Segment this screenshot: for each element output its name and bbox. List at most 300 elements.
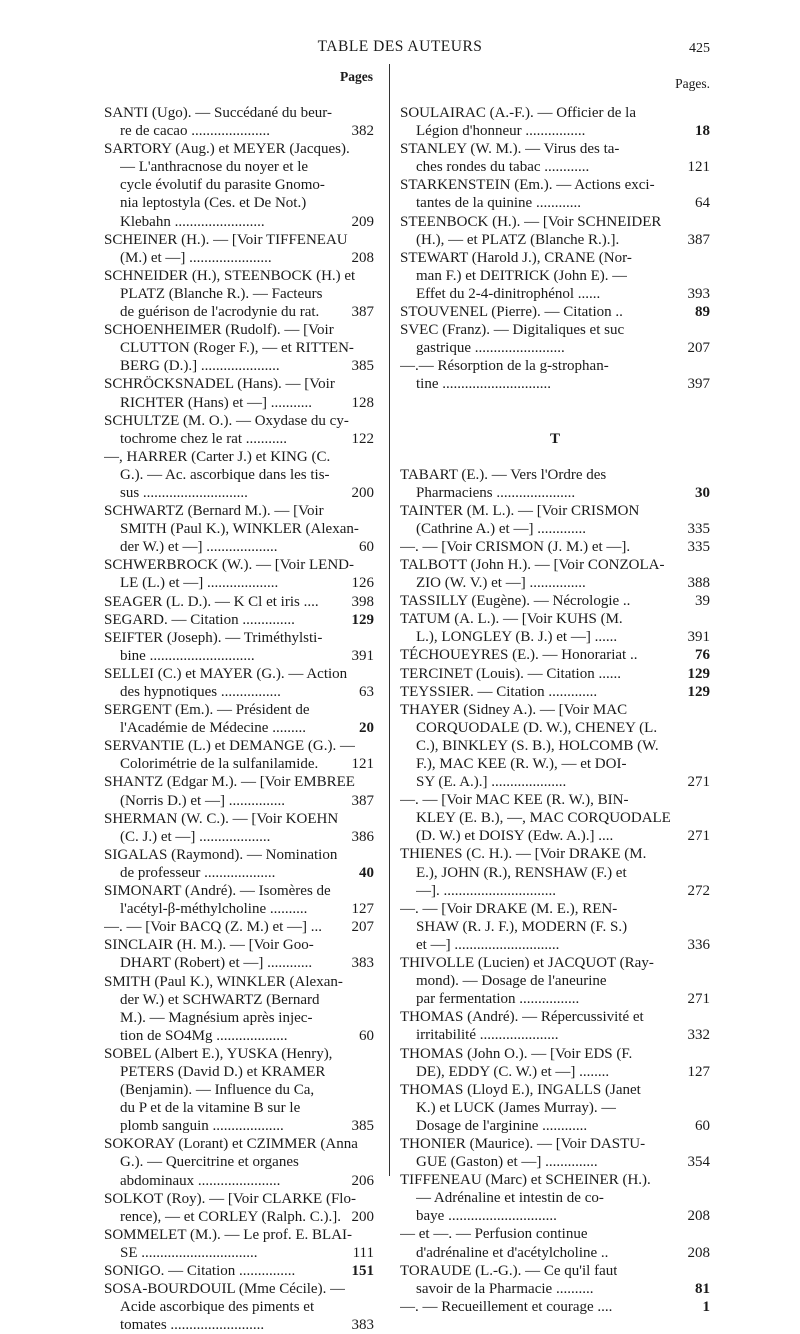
- index-entry: [104, 1190, 374, 1226]
- entry-line: [104, 267, 374, 285]
- entry-line: [400, 194, 710, 212]
- entry-line: [104, 158, 374, 176]
- index-entry: [400, 1262, 710, 1298]
- entry-line: [104, 1063, 374, 1081]
- entry-line: [104, 611, 374, 629]
- entry-text: CLUTTON (Roger F.), — et RITTEN-: [120, 340, 354, 357]
- entry-text: SEIFTER (Joseph). — Triméthylsti-: [104, 629, 323, 646]
- entry-text: plomb sanguin ...................: [120, 1118, 284, 1135]
- entry-text: (Benjamin). — Influence du Ca,: [120, 1082, 315, 1099]
- entry-text: —, HARRER (Carter J.) et KING (C.: [104, 448, 331, 465]
- entry-text: KLEY (E. B.), —, MAC CORQUODALE: [416, 810, 671, 827]
- entry-line: [104, 1190, 374, 1208]
- entry-page-number: 332: [687, 1027, 710, 1044]
- entry-page-number: 382: [351, 123, 374, 140]
- section-gap: [400, 394, 710, 412]
- entry-text: SCHRÖCKSNADEL (Hans). — [Voir: [104, 376, 335, 393]
- entry-text: LE (L.) et —] ...................: [120, 575, 279, 592]
- entry-text: SINCLAIR (H. M.). — [Voir Goo-: [104, 937, 314, 954]
- entry-line: [104, 1099, 374, 1117]
- entry-text: STARKENSTEIN (Em.). — Actions exci-: [400, 177, 655, 194]
- index-entry: [104, 321, 374, 375]
- entry-line: [400, 538, 710, 556]
- entry-line: [104, 412, 374, 430]
- entry-page-number: 60: [695, 1117, 710, 1134]
- entry-text: tion de SO4Mg ...................: [120, 1027, 288, 1044]
- index-entry: [400, 502, 710, 538]
- entry-line: [104, 339, 374, 357]
- entry-text: TERCINET (Louis). — Citation ......: [400, 665, 621, 682]
- entry-line: [400, 737, 710, 755]
- entry-text: —. — [Voir CRISMON (J. M.) et —].: [400, 538, 631, 555]
- entry-text: SELLEI (C.) et MAYER (G.). — Action: [104, 665, 348, 682]
- entry-text: F.), MAC KEE (R. W.), — et DOI-: [416, 756, 627, 772]
- entry-text: tochrome chez le rat ...........: [120, 430, 288, 447]
- entry-page-number: 387: [351, 792, 374, 809]
- entry-text: SMITH (Paul K.), WINKLER (Alexan-: [120, 521, 359, 538]
- entry-line: [400, 1298, 710, 1316]
- entry-line: [104, 484, 374, 502]
- entry-text: SEAGER (L. D.). — K Cl et iris ....: [104, 593, 319, 610]
- entry-line: [400, 610, 710, 628]
- entry-line: [104, 538, 374, 556]
- index-entry: [400, 1081, 710, 1135]
- entry-line: [104, 737, 374, 755]
- entry-text: des hypnotiques ................: [120, 684, 281, 700]
- index-entry: [400, 845, 710, 899]
- entry-page-number: 129: [351, 611, 374, 628]
- index-entry: [104, 140, 374, 230]
- entry-line: [104, 122, 374, 140]
- entry-text: CORQUODALE (D. W.), CHENEY (L.: [416, 719, 658, 736]
- entry-text: K.) et LUCK (James Murray). —: [416, 1099, 617, 1116]
- entry-text: Pharmaciens .....................: [416, 484, 576, 501]
- entry-line: [400, 864, 710, 882]
- entry-text: THIVOLLE (Lucien) et JACQUOT (Ray-: [400, 955, 654, 972]
- entry-page-number: 200: [351, 484, 374, 501]
- entry-page-number: 40: [359, 864, 374, 881]
- entry-line: [400, 1207, 710, 1225]
- entry-page-number: 20: [359, 720, 374, 737]
- index-entry: [400, 900, 710, 954]
- entry-text: THAYER (Sidney A.). — [Voir MAC: [400, 701, 628, 718]
- index-entry: [104, 918, 374, 936]
- entry-line: [104, 954, 374, 972]
- entry-text: RICHTER (Hans) et —] ...........: [120, 394, 313, 411]
- entry-line: [400, 520, 710, 538]
- entry-line: [104, 194, 374, 212]
- entry-text: (Norris D.) et —] ...............: [120, 792, 285, 809]
- entry-line: [400, 321, 710, 339]
- entry-text: l'Académie de Médecine .........: [120, 720, 306, 737]
- entry-text: SOBEL (Albert E.), YUSKA (Henry),: [104, 1045, 333, 1062]
- index-entry: [400, 1045, 710, 1081]
- index-entry: [400, 1225, 710, 1261]
- entry-text: Dosage de l'arginine ............: [416, 1117, 588, 1134]
- entry-line: [400, 827, 710, 845]
- entry-line: [104, 375, 374, 393]
- entry-text: SVEC (Franz). — Digitaliques et suc: [400, 322, 625, 339]
- entry-line: [400, 1026, 710, 1044]
- entry-text: bine ............................: [120, 647, 255, 664]
- entry-text: DE), EDDY (C. W.) et —] ........: [416, 1063, 610, 1080]
- entry-line: [104, 104, 374, 122]
- entry-line: [400, 1153, 710, 1171]
- entry-text: TAINTER (M. L.). — [Voir CRISMON: [400, 502, 640, 519]
- entry-text: savoir de la Pharmacie ..........: [416, 1280, 594, 1297]
- index-entry: [400, 213, 710, 249]
- entry-text: rence), — et CORLEY (Ralph. C.).].: [120, 1208, 342, 1225]
- entry-line: [104, 357, 374, 375]
- index-entry: [104, 629, 374, 665]
- entry-page-number: 128: [351, 394, 374, 411]
- entry-text: THOMAS (André). — Répercussivité et: [400, 1009, 644, 1026]
- index-entry: [104, 810, 374, 846]
- entry-text: mond). — Dosage de l'aneurine: [416, 973, 607, 990]
- entry-page-number: 129: [687, 665, 710, 682]
- entry-text: SY (E. A.).] ....................: [416, 774, 567, 791]
- entry-text: TASSILLY (Eugène). — Nécrologie ..: [400, 593, 631, 610]
- entry-text: SHERMAN (W. C.). — [Voir KOEHN: [104, 810, 339, 827]
- entry-line: [400, 231, 710, 249]
- entry-line: [400, 990, 710, 1008]
- entry-line: [400, 285, 710, 303]
- entry-line: [104, 647, 374, 665]
- entry-page-number: 200: [351, 1208, 374, 1225]
- entry-text: THONIER (Maurice). — [Voir DASTU-: [400, 1135, 646, 1152]
- index-entry: [104, 556, 374, 592]
- entry-line: [104, 665, 374, 683]
- entry-line: [104, 502, 374, 520]
- entry-text: — L'anthracnose du noyer et le: [120, 159, 309, 176]
- entry-text: GUE (Gaston) et —] ..............: [416, 1154, 598, 1171]
- entry-text: tine .............................: [416, 376, 551, 393]
- entry-text: SERGENT (Em.). — Président de: [104, 702, 310, 719]
- entry-page-number: 151: [351, 1263, 374, 1279]
- entry-page-number: 126: [351, 575, 374, 592]
- entry-text: TEYSSIER. — Citation .............: [400, 683, 598, 700]
- entry-page-number: 63: [359, 684, 374, 700]
- entry-text: l'acétyl-β-méthylcholine ..........: [120, 901, 308, 918]
- entry-page-number: 335: [687, 520, 710, 537]
- index-entry: [400, 1008, 710, 1044]
- entry-line: [400, 249, 710, 267]
- entry-text: SIGALAS (Raymond). — Nomination: [104, 846, 338, 863]
- index-entry: [400, 140, 710, 176]
- entry-line: [104, 1117, 374, 1135]
- index-entry: [104, 665, 374, 701]
- index-entry: [104, 375, 374, 411]
- index-entry: [104, 936, 374, 972]
- entry-page-number: 129: [687, 683, 710, 700]
- index-entry: [400, 791, 710, 845]
- entry-line: [400, 1045, 710, 1063]
- index-entry: [400, 249, 710, 303]
- entry-text: Légion d'honneur ................: [416, 123, 586, 140]
- entry-line: [104, 1135, 374, 1153]
- entry-page-number: 81: [695, 1280, 710, 1297]
- index-entry: [400, 1298, 710, 1316]
- entry-page-number: 209: [351, 213, 374, 230]
- entry-text: TATUM (A. L.). — [Voir KUHS (M.: [400, 611, 623, 628]
- entry-page-number: 127: [687, 1063, 710, 1080]
- entry-text: BERG (D.).] .....................: [120, 358, 280, 375]
- entry-text: SOULAIRAC (A.-F.). — Officier de la: [400, 105, 636, 121]
- entry-text: (M.) et —] ......................: [120, 249, 272, 266]
- entry-page-number: 272: [687, 882, 710, 899]
- entry-line: [400, 140, 710, 158]
- entry-text: SCHWERBROCK (W.). — [Voir LEND-: [104, 557, 354, 574]
- entry-text: ZIO (W. V.) et —] ...............: [416, 575, 586, 592]
- entry-text: sus ............................: [120, 484, 248, 501]
- index-entry: [400, 954, 710, 1008]
- entry-line: [104, 466, 374, 484]
- entry-line: [104, 593, 374, 611]
- entry-line: [104, 1009, 374, 1027]
- entry-line: [104, 719, 374, 737]
- entry-text: tantes de la quinine ............: [416, 195, 581, 212]
- entry-line: [104, 792, 374, 810]
- entry-page-number: 397: [687, 376, 710, 393]
- entry-page-number: 39: [695, 593, 710, 610]
- index-entry: [400, 1135, 710, 1171]
- entry-page-number: 271: [687, 774, 710, 791]
- entry-line: [400, 339, 710, 357]
- entry-text: (H.), — et PLATZ (Blanche R.).].: [416, 231, 620, 248]
- index-entry: [104, 502, 374, 556]
- entry-text: SOLKOT (Roy). — [Voir CLARKE (Flo-: [104, 1190, 356, 1207]
- entry-text: C.), BINKLEY (S. B.), HOLCOMB (W.: [416, 737, 659, 754]
- entry-text: STANLEY (W. M.). — Virus des ta-: [400, 141, 620, 158]
- index-entry: [104, 737, 374, 773]
- entry-text: SANTI (Ugo). — Succédané du beur-: [104, 105, 332, 121]
- entry-line: [400, 1063, 710, 1081]
- entry-text: SOMMELET (M.). — Le prof. E. BLAI-: [104, 1226, 353, 1243]
- entry-page-number: 271: [687, 991, 710, 1008]
- entry-line: [400, 574, 710, 592]
- entry-text: de professeur ...................: [120, 864, 276, 881]
- entry-line: [400, 755, 710, 773]
- entry-text: re de cacao .....................: [120, 123, 270, 140]
- column-divider: [389, 64, 390, 1176]
- entry-line: [400, 104, 710, 122]
- index-entry: [400, 701, 710, 791]
- entry-text: SCHOENHEIMER (Rudolf). — [Voir: [104, 322, 334, 339]
- entry-line: [104, 1208, 374, 1226]
- entry-line: [104, 249, 374, 267]
- entry-text: SCHNEIDER (H.), STEENBOCK (H.) et: [104, 267, 356, 284]
- entry-text: d'adrénaline et d'acétylcholine ..: [416, 1244, 609, 1261]
- entry-text: —]. ..............................: [416, 882, 556, 899]
- entry-text: STEWART (Harold J.), CRANE (Nor-: [400, 249, 632, 266]
- entry-text: SOSA-BOURDOUIL (Mme Cécile). —: [104, 1281, 346, 1298]
- entry-text: (D. W.) et DOISY (Edw. A.).] ....: [416, 828, 614, 845]
- entry-page-number: 388: [687, 575, 710, 592]
- index-entry: [400, 466, 710, 502]
- running-title: TABLE DES AUTEURS: [317, 38, 483, 55]
- entry-page-number: 385: [351, 358, 374, 375]
- entry-line: [104, 1298, 374, 1316]
- entry-text: der W.) et SCHWARTZ (Bernard: [120, 991, 320, 1008]
- entry-text: TIFFENEAU (Marc) et SCHEINER (H.).: [400, 1172, 651, 1189]
- entry-page-number: 64: [695, 195, 710, 212]
- index-entry: [104, 267, 374, 321]
- index-entry: [400, 538, 710, 556]
- entry-page-number: 336: [687, 936, 710, 953]
- entry-line: [104, 1316, 374, 1334]
- left-column: [104, 104, 374, 1334]
- entry-line: [400, 900, 710, 918]
- entry-page-number: 387: [687, 231, 710, 248]
- entry-text: STOUVENEL (Pierre). — Citation ..: [400, 304, 623, 321]
- entry-page-number: 208: [687, 1208, 710, 1225]
- entry-text: SERVANTIE (L.) et DEMANGE (G.). —: [104, 738, 355, 755]
- left-pages-label: Pages: [340, 69, 373, 84]
- entry-text: E.), JOHN (R.), RENSHAW (F.) et: [416, 864, 627, 881]
- entry-page-number: 398: [351, 593, 374, 610]
- entry-text: (Cathrine A.) et —] .............: [416, 520, 586, 537]
- entry-page-number: 393: [687, 285, 710, 302]
- entry-line: [104, 683, 374, 701]
- index-entry: [104, 701, 374, 737]
- entry-line: [104, 936, 374, 954]
- entry-line: [104, 846, 374, 864]
- entry-text: SCHEINER (H.). — [Voir TIFFENEAU: [104, 231, 348, 248]
- entry-text: der W.) et —] ...................: [120, 539, 278, 556]
- entry-text: baye .............................: [416, 1208, 557, 1225]
- entry-page-number: 383: [351, 955, 374, 972]
- entry-page-number: 383: [351, 1317, 374, 1334]
- entry-line: [400, 882, 710, 900]
- entry-line: [104, 1045, 374, 1063]
- index-entry: [400, 683, 710, 701]
- entry-page-number: 76: [695, 647, 710, 664]
- right-column: [400, 104, 710, 1316]
- entry-line: [104, 1027, 374, 1045]
- entry-line: [400, 954, 710, 972]
- index-entry: [104, 104, 374, 140]
- entry-line: [400, 556, 710, 574]
- entry-text: Colorimétrie de la sulfanilamide.: [120, 756, 319, 773]
- index-entry: [400, 665, 710, 683]
- entry-line: [400, 1081, 710, 1099]
- entry-line: [104, 394, 374, 412]
- entry-text: SEGARD. — Citation ..............: [104, 611, 295, 628]
- entry-page-number: 60: [359, 539, 374, 556]
- entry-text: et —] ............................: [416, 936, 560, 953]
- entry-text: THOMAS (John O.). — [Voir EDS (F.: [400, 1045, 633, 1062]
- entry-text: —. — [Voir MAC KEE (R. W.), BIN-: [400, 792, 629, 809]
- entry-line: [104, 140, 374, 158]
- entry-text: cycle évolutif du parasite Gnomo-: [120, 177, 325, 194]
- entry-line: [104, 701, 374, 719]
- entry-text: SCHULTZE (M. O.). — Oxydase du cy-: [104, 412, 349, 429]
- entry-text: L.), LONGLEY (B. J.) et —] ......: [416, 629, 618, 646]
- entry-page-number: 207: [687, 340, 710, 357]
- right-pages-label: Pages.: [675, 76, 710, 91]
- index-entry: [104, 1135, 374, 1189]
- index-entry: [400, 556, 710, 592]
- entry-text: man F.) et DEITRICK (John E). —: [416, 267, 628, 284]
- index-entry: [400, 1171, 710, 1225]
- entry-text: TABART (E.). — Vers l'Ordre des: [400, 466, 607, 483]
- entry-text: STEENBOCK (H.). — [Voir SCHNEIDER: [400, 213, 662, 230]
- entry-text: SHAW (R. J. F.), MODERN (F. S.): [416, 918, 628, 935]
- entry-text: nia leptostyla (Ces. et De Not.): [120, 195, 307, 212]
- section-letter-t: T: [549, 430, 560, 447]
- entry-text: PLATZ (Blanche R.). — Facteurs: [120, 285, 323, 302]
- entry-line: [104, 1280, 374, 1298]
- entry-line: [400, 845, 710, 863]
- index-entry: [400, 321, 710, 357]
- entry-text: Effet du 2-4-dinitrophénol ......: [416, 285, 601, 302]
- index-entry: [400, 592, 710, 610]
- entry-text: SHANTZ (Edgar M.). — [Voir EMBREE: [104, 774, 355, 791]
- entry-line: [104, 285, 374, 303]
- entry-page-number: 271: [687, 828, 710, 845]
- entry-text: SMITH (Paul K.), WINKLER (Alexan-: [104, 973, 343, 990]
- entry-page-number: 60: [359, 1027, 374, 1044]
- entry-text: ches rondes du tabac ............: [416, 159, 590, 176]
- entry-text: TALBOTT (John H.). — [Voir CONZOLA-: [400, 556, 665, 573]
- entry-line: [400, 683, 710, 701]
- index-entry: [104, 1280, 374, 1334]
- entry-text: THIENES (C. H.). — [Voir DRAKE (M.: [400, 846, 647, 863]
- entry-text: M.). — Magnésium après injec-: [120, 1009, 313, 1026]
- index-entry: [400, 610, 710, 646]
- entry-page-number: 207: [351, 919, 374, 936]
- entry-line: [104, 213, 374, 231]
- entry-text: (C. J.) et —] ...................: [120, 828, 271, 845]
- entry-line: [400, 719, 710, 737]
- entry-line: [400, 1225, 710, 1243]
- index-entry: [104, 773, 374, 809]
- entry-line: [400, 158, 710, 176]
- entry-text: G.). — Ac. ascorbique dans les tis-: [120, 466, 330, 483]
- entry-line: [400, 1244, 710, 1262]
- index-entry: [104, 973, 374, 1045]
- entry-page-number: 386: [351, 828, 374, 845]
- entry-line: [104, 176, 374, 194]
- entry-line: [400, 665, 710, 683]
- entry-line: [400, 809, 710, 827]
- entry-line: [400, 1171, 710, 1189]
- index-entry: [104, 1226, 374, 1262]
- entry-text: abdominaux ......................: [120, 1172, 281, 1189]
- entry-line: [104, 864, 374, 882]
- entry-text: tomates .........................: [120, 1317, 265, 1334]
- index-entry: [104, 846, 374, 882]
- index-entry: [400, 646, 710, 664]
- entry-line: [104, 900, 374, 918]
- entry-line: [400, 1189, 710, 1207]
- entry-line: [104, 773, 374, 791]
- entry-line: [400, 1008, 710, 1026]
- entry-page-number: 208: [687, 1244, 710, 1261]
- entry-text: Klebahn ........................: [120, 213, 265, 230]
- entry-text: par fermentation ................: [416, 991, 580, 1008]
- entry-line: [104, 629, 374, 647]
- index-entry: [104, 593, 374, 611]
- entry-line: [400, 213, 710, 231]
- index-entry: [104, 1045, 374, 1135]
- entry-page-number: 1: [702, 1298, 710, 1315]
- entry-line: [400, 466, 710, 484]
- entry-line: [104, 1262, 374, 1280]
- entry-line: [104, 574, 374, 592]
- entry-page-number: 391: [351, 647, 374, 664]
- entry-text: SOKORAY (Lorant) et CZIMMER (Anna: [104, 1136, 358, 1153]
